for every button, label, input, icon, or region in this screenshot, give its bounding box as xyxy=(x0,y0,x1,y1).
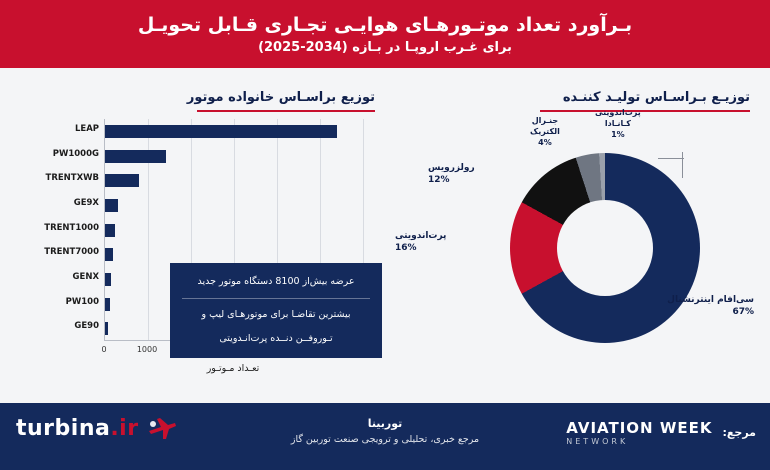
bar-trent1000 xyxy=(105,224,115,237)
bar-row xyxy=(45,173,363,187)
footer-tagline: مرجع خبری، تحلیلی و ترویجی صنعت توربین گاز xyxy=(290,434,480,445)
bar-row xyxy=(74,123,363,138)
callout-line-2: بیشترین تقاضـا برای موتورهـای لیپ و xyxy=(201,309,351,321)
callout-line-3: تـوروفــن دنــده پرت‌انـدویتی xyxy=(219,332,333,344)
pie-label-ge: جنـرال الکتریک 4% xyxy=(530,116,560,147)
callout-line-1: عرضه بیش‌از 8100 دستگاه موتور جدید xyxy=(197,276,355,287)
bar-pw1000g xyxy=(105,150,166,163)
x-tick-label: 0 xyxy=(101,345,107,354)
bar-genx xyxy=(105,273,111,286)
bar-title-rule xyxy=(197,110,375,112)
bar-category-label: GE9X xyxy=(73,197,99,208)
pie-value-cfm: 67% xyxy=(732,307,754,318)
bar-chart-title: توزیع براسـاس خانواده موتور xyxy=(186,90,375,105)
brand-text: turbina.ir xyxy=(16,415,139,441)
leader-line-1 xyxy=(682,152,683,178)
pie-title-rule xyxy=(540,110,750,112)
source-name: AVIATION WEEK xyxy=(566,419,713,437)
pie-value-ge: 4% xyxy=(538,137,552,147)
page-title: بـرآورد تعداد موتـورهـای هوایـی تجـاری قـابل تحویـل xyxy=(137,13,633,36)
pie-value-pwc: 1% xyxy=(611,129,625,139)
bar-category-label: GE90 xyxy=(74,321,99,332)
bar-row xyxy=(44,247,363,261)
pie-label-rr: رولزرویس 12% xyxy=(428,163,475,186)
bar-ge90 xyxy=(105,322,108,335)
charts-area xyxy=(0,68,770,403)
pie-value-rr: 12% xyxy=(428,175,450,186)
donut-hole xyxy=(557,200,653,296)
pie-chart-title: توزیـع بـراسـاس تولیـد کننـده xyxy=(562,90,750,105)
pie-label-cfm: سی‌افام اینترنشنال 67% xyxy=(667,295,754,318)
bar-leap xyxy=(105,125,337,138)
aviation-week-logo xyxy=(566,419,712,446)
callout-divider xyxy=(182,298,370,299)
bar-category-label: LEAP xyxy=(74,123,99,134)
bar-category-label: TRENTXWB xyxy=(45,173,99,184)
footer-site-name: توربینا xyxy=(367,417,403,430)
footer-bar xyxy=(0,403,770,470)
bar-row xyxy=(44,222,363,237)
bar-category-label: GENX xyxy=(72,271,99,282)
header-banner xyxy=(0,0,770,68)
x-axis-title: تعـداد مـوتـور xyxy=(206,363,260,374)
bar-category-label: TRENT1000 xyxy=(44,222,99,233)
bar-category-label: PW1000G xyxy=(52,148,99,159)
source-label: مرجع: xyxy=(722,426,756,439)
bar-category-label: TRENT7000 xyxy=(44,247,99,258)
leader-line-2 xyxy=(658,158,684,159)
x-tick-label: 1000 xyxy=(136,345,158,354)
bar-ge9x xyxy=(105,199,118,212)
bar-row xyxy=(73,197,363,212)
bar-category-label: PW100 xyxy=(65,296,99,307)
bar-pw100 xyxy=(105,298,110,311)
pie-chart xyxy=(390,108,760,383)
source-network: NETWORK xyxy=(566,437,629,446)
pie-value-pw: 16% xyxy=(395,243,417,254)
bar-trent7000 xyxy=(105,248,113,261)
bar-trentxwb xyxy=(105,174,139,187)
bar-row xyxy=(52,148,363,163)
pie-label-pwc: پرت‌اندویتی کـانـادا 1% xyxy=(595,108,641,139)
pie-label-pw: پرت‌اندویتی 16% xyxy=(395,231,447,254)
page-subtitle: برای غـرب اروپـا در بـازه (2034-2025) xyxy=(258,39,512,55)
bar-chart xyxy=(30,113,380,381)
callout-box xyxy=(170,263,382,358)
source-block xyxy=(566,419,756,446)
